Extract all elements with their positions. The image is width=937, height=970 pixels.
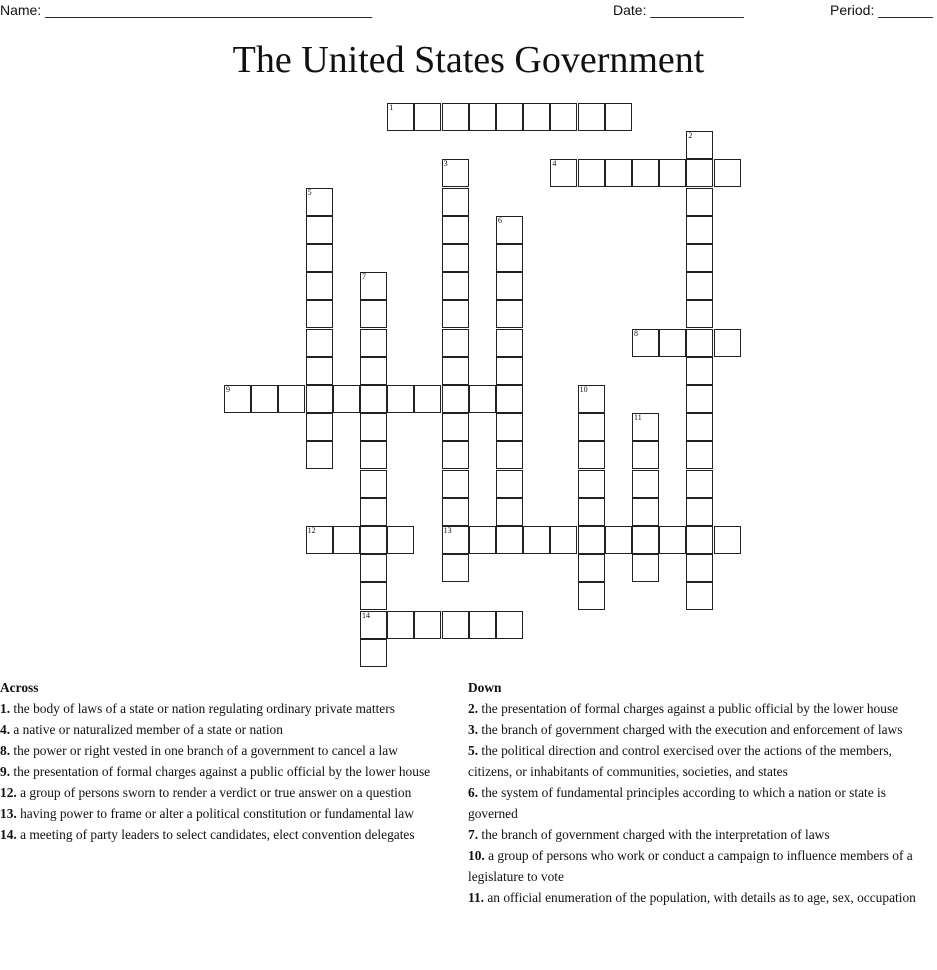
grid-cell[interactable]: [442, 441, 469, 469]
grid-cell[interactable]: [523, 526, 550, 554]
grid-cell[interactable]: [686, 498, 713, 526]
clue-num: 3.: [468, 722, 479, 737]
grid-cell[interactable]: [306, 441, 333, 469]
grid-cell[interactable]: [496, 413, 523, 441]
grid-cell[interactable]: [523, 103, 550, 131]
down-clue: [468, 698, 934, 719]
grid-cell[interactable]: [278, 385, 305, 413]
grid-cell[interactable]: [414, 611, 441, 639]
grid-cell[interactable]: [442, 413, 469, 441]
grid-cell[interactable]: [414, 385, 441, 413]
across-clue: [0, 719, 462, 740]
grid-cell[interactable]: [442, 357, 469, 385]
across-heading: Across: [0, 680, 39, 695]
grid-cell[interactable]: [442, 611, 469, 639]
grid-cell[interactable]: [714, 329, 741, 357]
clue-num: 7.: [468, 827, 479, 842]
grid-cell[interactable]: [496, 103, 523, 131]
grid-cell[interactable]: [659, 526, 686, 554]
grid-cell[interactable]: [496, 441, 523, 469]
grid-cell[interactable]: [632, 159, 659, 187]
grid-cell[interactable]: [496, 470, 523, 498]
grid-cell[interactable]: [442, 498, 469, 526]
grid-cell[interactable]: [442, 103, 469, 131]
grid-cell[interactable]: [496, 526, 523, 554]
grid-cell[interactable]: [387, 611, 414, 639]
clue-number: 2: [688, 131, 693, 141]
down-clue: [468, 740, 934, 782]
clue-number: 9: [226, 385, 230, 394]
grid-cell[interactable]: [442, 554, 469, 582]
grid-cell[interactable]: [306, 357, 333, 385]
grid-cell[interactable]: [387, 103, 414, 131]
down-heading: Down: [468, 680, 502, 695]
clue-text: the body of laws of a state or nation regulating ordinary private matters: [10, 701, 395, 716]
grid-cell[interactable]: [496, 216, 523, 244]
grid-cell[interactable]: [659, 329, 686, 357]
grid-cell[interactable]: [496, 357, 523, 385]
grid-cell[interactable]: [686, 357, 713, 385]
clue-text: the branch of government charged with the execution and enforcement of laws: [478, 722, 903, 737]
clue-num: 2.: [468, 701, 479, 716]
grid-cell[interactable]: [360, 272, 387, 300]
grid-cell[interactable]: [333, 526, 360, 554]
grid-cell[interactable]: [360, 526, 387, 554]
clue-num: 1.: [0, 701, 11, 716]
grid-cell[interactable]: [686, 441, 713, 469]
clue-num: 4.: [0, 722, 11, 737]
down-clue: [468, 824, 934, 845]
clue-num: 8.: [0, 743, 11, 758]
clue-num: 11.: [468, 890, 484, 905]
grid-cell[interactable]: [578, 554, 605, 582]
grid-cell[interactable]: [632, 413, 659, 441]
grid-cell[interactable]: [360, 441, 387, 469]
grid-cell[interactable]: [686, 216, 713, 244]
grid-cell[interactable]: [360, 582, 387, 610]
grid-cell[interactable]: [306, 272, 333, 300]
grid-cell[interactable]: [306, 188, 333, 216]
grid-cell[interactable]: [496, 329, 523, 357]
clue-text: the political direction and control exercised over the actions of the members, citizens, or inhabitants of communities, societies, and states: [468, 743, 892, 779]
grid-cell[interactable]: [360, 611, 387, 639]
clue-num: 13.: [0, 806, 17, 821]
grid-cell[interactable]: [605, 159, 632, 187]
grid-cell[interactable]: [686, 188, 713, 216]
grid-cell[interactable]: [360, 639, 387, 667]
clue-text: a group of persons who work or conduct a campaign to influence members of a legislature to vote: [468, 848, 913, 884]
grid-cell[interactable]: [442, 526, 469, 554]
grid-cell[interactable]: [496, 300, 523, 328]
grid-cell[interactable]: [714, 526, 741, 554]
date-field-label: Date: ____________: [613, 2, 744, 18]
grid-cell[interactable]: [686, 272, 713, 300]
grid-cell[interactable]: [686, 131, 713, 159]
grid-cell[interactable]: [686, 554, 713, 582]
grid-cell[interactable]: [686, 329, 713, 357]
grid-cell[interactable]: [360, 470, 387, 498]
grid-cell[interactable]: [496, 385, 523, 413]
across-clue: [0, 782, 462, 803]
grid-cell[interactable]: [387, 385, 414, 413]
grid-cell[interactable]: [387, 526, 414, 554]
grid-cell[interactable]: [550, 103, 577, 131]
across-clues: [0, 677, 462, 845]
across-clue: [0, 803, 462, 824]
clue-text: the system of fundamental principles according to which a nation or state is governed: [468, 785, 886, 821]
grid-cell[interactable]: [360, 357, 387, 385]
grid-cell[interactable]: [686, 385, 713, 413]
clue-num: 10.: [468, 848, 485, 863]
clue-number: 12: [307, 526, 316, 535]
grid-cell[interactable]: [306, 329, 333, 357]
grid-cell[interactable]: [306, 300, 333, 328]
clue-text: a meeting of party leaders to select candidates, elect convention delegates: [16, 827, 415, 842]
clue-text: having power to frame or alter a political constitution or fundamental law: [16, 806, 414, 821]
grid-cell[interactable]: [442, 300, 469, 328]
grid-cell[interactable]: [550, 159, 577, 187]
puzzle-title: The United States Government: [232, 39, 705, 81]
grid-cell[interactable]: [632, 554, 659, 582]
grid-cell[interactable]: [442, 470, 469, 498]
grid-cell[interactable]: [686, 526, 713, 554]
clue-number: 6: [498, 215, 502, 225]
grid-cell[interactable]: [224, 385, 251, 413]
grid-cell[interactable]: [360, 329, 387, 357]
clue-num: 9.: [0, 764, 11, 779]
grid-cell[interactable]: [469, 526, 496, 554]
grid-cell[interactable]: [360, 385, 387, 413]
grid-cell[interactable]: [469, 611, 496, 639]
grid-cell[interactable]: [360, 413, 387, 441]
grid-cell[interactable]: [578, 159, 605, 187]
clue-text: the presentation of formal charges against a public official by the lower house: [478, 701, 899, 716]
clue-number: 4: [552, 159, 557, 169]
clue-number: 1: [389, 103, 394, 112]
grid-cell[interactable]: [578, 103, 605, 131]
grid-cell[interactable]: [686, 300, 713, 328]
down-clues: [468, 677, 934, 908]
grid-cell[interactable]: [306, 244, 333, 272]
grid-cell[interactable]: [442, 385, 469, 413]
grid-cell[interactable]: [496, 611, 523, 639]
grid-cell[interactable]: [442, 244, 469, 272]
grid-cell[interactable]: [442, 188, 469, 216]
grid-cell[interactable]: [360, 498, 387, 526]
grid-cell[interactable]: [469, 103, 496, 131]
grid-cell[interactable]: [306, 216, 333, 244]
grid-cell[interactable]: [686, 582, 713, 610]
grid-cell[interactable]: [306, 526, 333, 554]
across-clue: [0, 698, 462, 719]
grid-cell[interactable]: [605, 103, 632, 131]
grid-cell[interactable]: [659, 159, 686, 187]
clue-text: the presentation of formal charges against a public official by the lower house: [10, 764, 431, 779]
grid-cell[interactable]: [496, 244, 523, 272]
down-clue: [468, 719, 934, 740]
grid-cell[interactable]: [578, 441, 605, 469]
clue-number: 10: [579, 385, 588, 394]
clue-number: 13: [443, 526, 452, 535]
clue-text: an official enumeration of the population, with details as to age, sex, occupation: [484, 890, 916, 905]
grid-cell[interactable]: [686, 244, 713, 272]
grid-cell[interactable]: [414, 103, 441, 131]
grid-cell[interactable]: [605, 526, 632, 554]
across-clue: [0, 740, 462, 761]
grid-cell[interactable]: [496, 498, 523, 526]
grid-cell[interactable]: [306, 385, 333, 413]
grid-cell[interactable]: [578, 385, 605, 413]
grid-cell[interactable]: [550, 526, 577, 554]
grid-cell[interactable]: [632, 329, 659, 357]
clue-number: 14: [362, 610, 370, 620]
clue-num: 5.: [468, 743, 479, 758]
clue-text: the power or right vested in one branch of a government to cancel a law: [10, 743, 398, 758]
grid-cell[interactable]: [578, 582, 605, 610]
grid-cell[interactable]: [360, 554, 387, 582]
grid-cell[interactable]: [632, 498, 659, 526]
clue-number: 3: [443, 159, 448, 169]
grid-cell[interactable]: [469, 385, 496, 413]
name-field-label: Name: __________________________________________: [0, 2, 373, 18]
grid-cell[interactable]: [442, 159, 469, 187]
grid-cell[interactable]: [578, 498, 605, 526]
down-clue: [468, 887, 934, 908]
grid-cell[interactable]: [632, 526, 659, 554]
clue-num: 14.: [0, 827, 17, 842]
clue-number: 5: [307, 187, 312, 197]
grid-cell[interactable]: [578, 526, 605, 554]
grid-cell[interactable]: [632, 470, 659, 498]
grid-cell[interactable]: [442, 272, 469, 300]
grid-cell[interactable]: [496, 272, 523, 300]
grid-cell[interactable]: [686, 413, 713, 441]
grid-cell[interactable]: [578, 470, 605, 498]
clue-text: a group of persons sworn to render a verdict or true answer on a question: [16, 785, 412, 800]
grid-cell[interactable]: [714, 159, 741, 187]
grid-cell[interactable]: [442, 216, 469, 244]
grid-cell[interactable]: [578, 413, 605, 441]
grid-cell[interactable]: [686, 470, 713, 498]
clue-text: a native or naturalized member of a state or nation: [10, 722, 283, 737]
grid-cell[interactable]: [686, 159, 713, 187]
grid-cell[interactable]: [251, 385, 278, 413]
grid-cell[interactable]: [632, 441, 659, 469]
clue-number: 7: [362, 272, 366, 282]
grid-cell[interactable]: [306, 413, 333, 441]
grid-cell[interactable]: [333, 385, 360, 413]
grid-cell[interactable]: [442, 329, 469, 357]
grid-cell[interactable]: [360, 300, 387, 328]
down-clue: [468, 782, 934, 824]
across-clue: [0, 761, 462, 782]
clue-num: 6.: [468, 785, 479, 800]
period-field-label: Period: _______: [830, 2, 933, 18]
clue-num: 12.: [0, 785, 17, 800]
clue-number: 8: [634, 328, 638, 338]
across-clue: [0, 824, 462, 845]
clue-number: 11: [634, 413, 642, 423]
clue-text: the branch of government charged with the interpretation of laws: [478, 827, 830, 842]
down-clue: [468, 845, 934, 887]
